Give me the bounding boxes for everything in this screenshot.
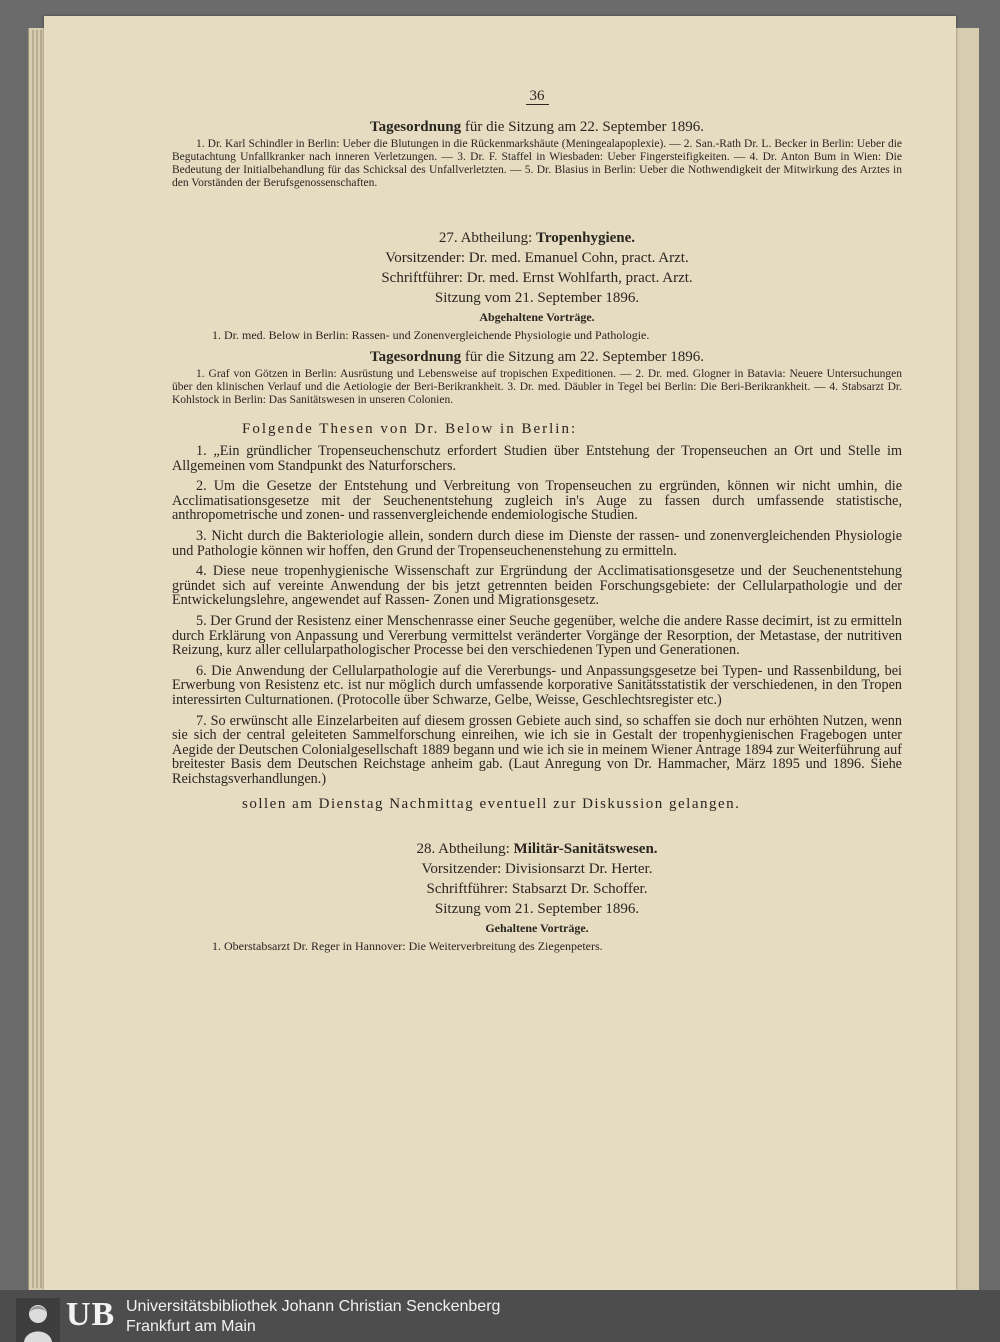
page-edge — [36, 30, 38, 1288]
thesis-item: 2. Um die Gesetze der Entstehung und Verbreitung von Tropenseuchen zu ergründen, können wir nicht umhin, die Acclimatisationsgesetze mit der Seuchenentstehung zugleich in's Auge zu fassen durch umfassende statistische, anthropometrische und zonen- und rassenvergleichende endemiologische Studien. — [172, 478, 902, 524]
lecture-item: 1. Oberstabsarzt Dr. Reger in Hannover: Die Weiterverbreitung des Ziegenpeters. — [212, 939, 603, 954]
lectures-title: Gehaltene Vorträge. — [485, 921, 589, 936]
thesis-item: 6. Die Anwendung der Cellularpathologie auf die Vererbungs- und Anpassungsgesetze bei Typen- und Rassenbildung, bei Erwerbung von Resistenz etc. ist nur möglich durch umfassende korporative Sanitätsstatistik der verschiedenen, in den Tropen interessirten Culturnationen. (Protocolle über Schwarze, Gelbe, Weisse, Geschlechtsregister etc.) — [172, 662, 902, 708]
secretary-line: Schriftführer: Dr. med. Ernst Wohlfarth, pract. Arzt. — [381, 270, 693, 286]
thesis-item: 3. Nicht durch die Bakteriologie allein, sondern durch diese im Dienste der rassen- und zonenvergleichenden Physiologie und Pathologie können wir hoffen, den Grund der Tropenseuchenenstehung zu ermitteln. — [172, 527, 902, 559]
agenda-paragraph: 1. Dr. Karl Schindler in Berlin: Ueber die Blutungen in die Rückenmarkshäute (Meningealapoplexie). — 2. San.-Rath Dr. L. Becker in Berlin: Ueber die Begutachtung Unfallkranker nach inneren Verletzungen. — 3. Dr. F. Staffel in Wiesbaden: Ueber Fingersteifigkeiten. — 4. Dr. Anton Bum in Wien: Die Bedeutung der Initialbehandlung für das Schicksal des Unfallverletzten. — 5. Dr. Blasius in Berlin: Ueber die Nothwendigkeit der Mitwirkung des Arztes in den Vorständen der Berufsgenossenschaften. — [172, 138, 902, 189]
chairman-line: Vorsitzender: Dr. med. Emanuel Cohn, pract. Arzt. — [385, 250, 689, 266]
session-date: Sitzung vom 21. September 1896. — [434, 290, 640, 306]
scanned-page — [44, 16, 956, 1290]
portrait-icon — [16, 1298, 60, 1342]
library-name-line1: Universitätsbibliothek Johann Christian Senckenberg — [126, 1298, 501, 1315]
page-number: 36 — [172, 88, 902, 105]
page-edge — [40, 30, 42, 1288]
agenda-heading: Tagesordnung für die Sitzung am 22. September 1896. — [369, 349, 705, 365]
library-footer — [0, 1290, 1000, 1342]
section-28-heading: 28. Abtheilung: Militär-Sanitätswesen. — [416, 841, 658, 858]
chairman-line: Vorsitzender: Divisionsarzt Dr. Herter. — [421, 861, 653, 878]
page-content — [172, 88, 902, 960]
page-edge — [32, 30, 34, 1288]
thesis-item: 1. „Ein gründlicher Tropenseuchenschutz erfordert Studien über Entstehung der Tropenseuchen an Ort und Stelle im Allgemeinen vom Standpunkt des Naturforschers. — [172, 443, 902, 474]
library-logo[interactable] — [8, 1294, 120, 1338]
agenda-paragraph: 1. Graf von Götzen in Berlin: Ausrüstung und Lebensweise auf tropischen Expeditionen. — 2. Dr. med. Glogner in Batavia: Neuere Untersuchungen über den klinischen Verlauf und die Aetiologie der Beri-Berikrankheit. 3. Dr. med. Däubler in Tegel bei Berlin: Die Beri-Berikrankheit. — 4. Stabsarzt Dr. Kohlstock in Berlin: Das Sanitätswesen in unseren Colonien. — [172, 368, 902, 406]
library-name — [126, 1297, 500, 1337]
session-date: Sitzung vom 21. September 1896. — [434, 901, 640, 918]
theses-closing: sollen am Dienstag Nachmittag eventuell zur Diskussion gelangen. — [242, 796, 741, 813]
ub-logo-text: UB — [66, 1296, 116, 1333]
thesis-item: 7. So erwünscht alle Einzelarbeiten auf diesem grossen Gebiete auch sind, so schaffen sie doch nur erhöhten Nutzen, wenn sie sich der central geleiteten Sammelforschung einreihen, wie ich sie in Gestalt der tropenhygienischen Fragebogen unter Aegide der Deutschen Colonialgesellschaft 1889 begann und wie ich sie in meinem Wiener Antrage 1894 zur Weiterführung auf breitester Basis dem Deutschen Reichstage anheim gab. (Laut Anregung von Dr. Hammacher, März 1895 und 1896. Siehe Reichstagsverhandlungen.) — [172, 712, 902, 787]
thesis-item: 4. Diese neue tropenhygienische Wissenschaft zur Ergründung der Acclimatisationsgesetze und der Seuchenentstehung gründet sich auf vereinte Anwendung der bis jetzt getrennten beiden Forschungsgebiete: der Cellularpathologie und der Entwickelungslehre, angewendet auf Rassen- Zonen und Migrationsgesetz. — [172, 563, 902, 609]
lecture-item: 1. Dr. med. Below in Berlin: Rassen- und Zonenvergleichende Physiologie und Pathologie. — [212, 328, 650, 342]
section-27-heading: 27. Abtheilung: Tropenhygiene. — [438, 230, 636, 246]
lectures-title: Abgehaltene Vorträge. — [479, 310, 595, 324]
library-name-line2: Frankfurt am Main — [126, 1318, 256, 1335]
theses-intro: Folgende Thesen von Dr. Below in Berlin: — [242, 421, 578, 437]
thesis-item: 5. Der Grund der Resistenz einer Menschenrasse einer Seuche gegenüber, welche die andere Rasse decimirt, ist zu ermitteln durch Erklärung von Anpassung und Vererbung vermittelst veränderter Vorgänge der Resorption, der Metastase, der nutritiven Reizung, kurz aller cellularpathologischer Processe bei den verschiedenen Typen und Generationen. — [172, 612, 902, 659]
secretary-line: Schriftführer: Stabsarzt Dr. Schoffer. — [426, 881, 648, 898]
agenda-heading: Tagesordnung für die Sitzung am 22. September 1896. — [369, 119, 705, 135]
